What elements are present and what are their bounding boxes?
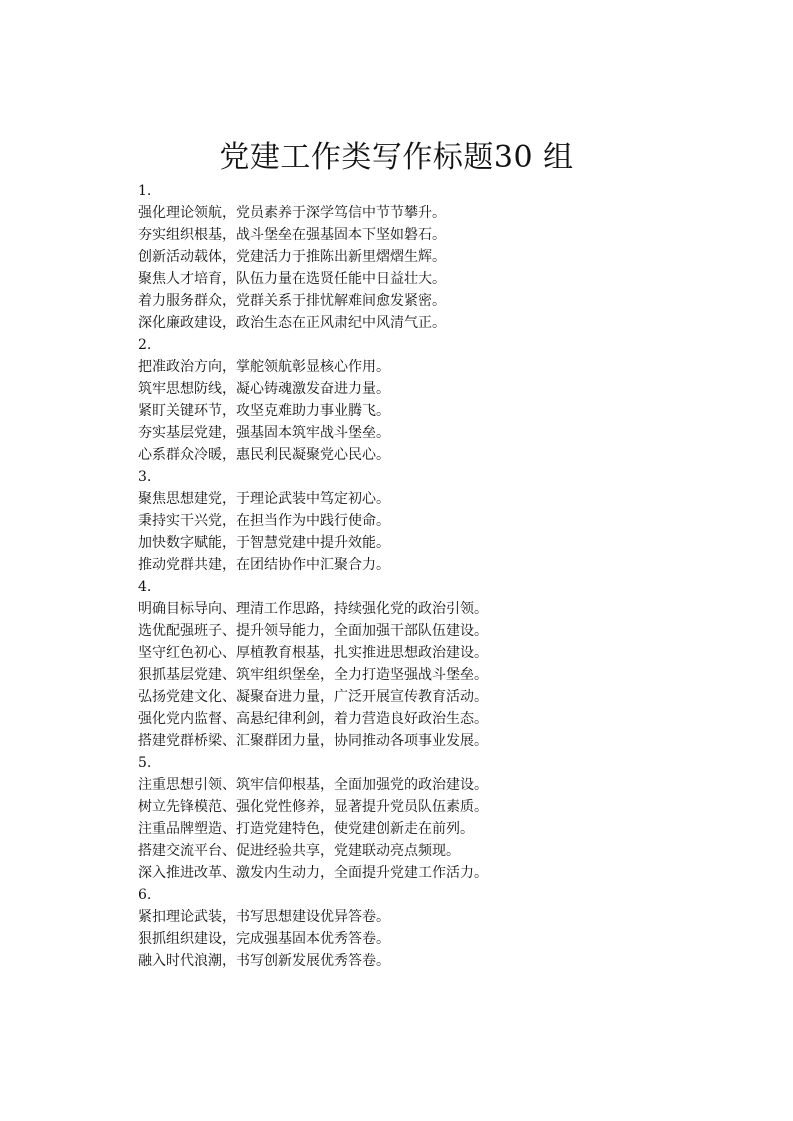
text-line: 夯实基层党建，强基固本筑牢战斗堡垒。 [138, 425, 390, 441]
text-line: 弘扬党建文化、凝聚奋进力量，广泛开展宣传教育活动。 [138, 689, 488, 705]
text-line: 筑牢思想防线，凝心铸魂激发奋进力量。 [138, 381, 390, 397]
text-line: 秉持实干兴党，在担当作为中践行使命。 [138, 513, 390, 529]
group-number: 1. [138, 183, 152, 199]
text-line: 创新活动载体，党建活力于推陈出新里熠熠生辉。 [138, 249, 446, 265]
text-line: 明确目标导向、理清工作思路，持续强化党的政治引领。 [138, 601, 488, 617]
text-line: 紧盯关键环节，攻坚克难助力事业腾飞。 [138, 403, 390, 419]
group-number: 6. [138, 887, 152, 903]
text-line: 深入推进改革、激发内生动力，全面提升党建工作活力。 [138, 865, 488, 881]
group-number: 4. [138, 579, 152, 595]
text-line: 狠抓组织建设，完成强基固本优秀答卷。 [138, 931, 390, 947]
text-line: 融入时代浪潮，书写创新发展优秀答卷。 [138, 953, 390, 969]
text-line: 搭建交流平台、促进经验共享，党建联动亮点频现。 [138, 843, 460, 859]
text-line: 加快数字赋能，于智慧党建中提升效能。 [138, 535, 390, 551]
text-line: 心系群众冷暖，惠民利民凝聚党心民心。 [138, 447, 390, 463]
text-line: 推动党群共建，在团结协作中汇聚合力。 [138, 557, 390, 573]
group-number: 3. [138, 469, 152, 485]
text-line: 聚焦人才培育，队伍力量在选贤任能中日益壮大。 [138, 271, 446, 287]
text-line: 把准政治方向，掌舵领航彰显核心作用。 [138, 359, 390, 375]
text-line: 强化理论领航，党员素养于深学笃信中节节攀升。 [138, 205, 446, 221]
text-line: 注重思想引领、筑牢信仰根基，全面加强党的政治建设。 [138, 777, 488, 793]
text-line: 深化廉政建设，政治生态在正风肃纪中风清气正。 [138, 315, 446, 331]
document-title: 党建工作类写作标题30 组 [219, 140, 574, 175]
text-line: 选优配强班子、提升领导能力，全面加强干部队伍建设。 [138, 623, 488, 639]
text-line: 聚焦思想建党，于理论武装中笃定初心。 [138, 491, 390, 507]
group-number: 2. [138, 337, 152, 353]
text-line: 夯实组织根基，战斗堡垒在强基固本下坚如磐石。 [138, 227, 446, 243]
text-line: 狠抓基层党建、筑牢组织堡垒，全力打造坚强战斗堡垒。 [138, 667, 488, 683]
text-line: 坚守红色初心、厚植教育根基，扎实推进思想政治建设。 [138, 645, 488, 661]
text-line: 注重品牌塑造、打造党建特色，使党建创新走在前列。 [138, 821, 474, 837]
text-line: 着力服务群众，党群关系于排忧解难间愈发紧密。 [138, 293, 446, 309]
text-line: 强化党内监督、高悬纪律利剑，着力营造良好政治生态。 [138, 711, 488, 727]
document-body [138, 180, 658, 972]
text-line: 紧扣理论武装，书写思想建设优异答卷。 [138, 909, 390, 925]
group-number: 5. [138, 755, 152, 771]
text-line: 搭建党群桥梁、汇聚群团力量，协同推动各项事业发展。 [138, 733, 488, 749]
text-line: 树立先锋模范、强化党性修养，显著提升党员队伍素质。 [138, 799, 488, 815]
